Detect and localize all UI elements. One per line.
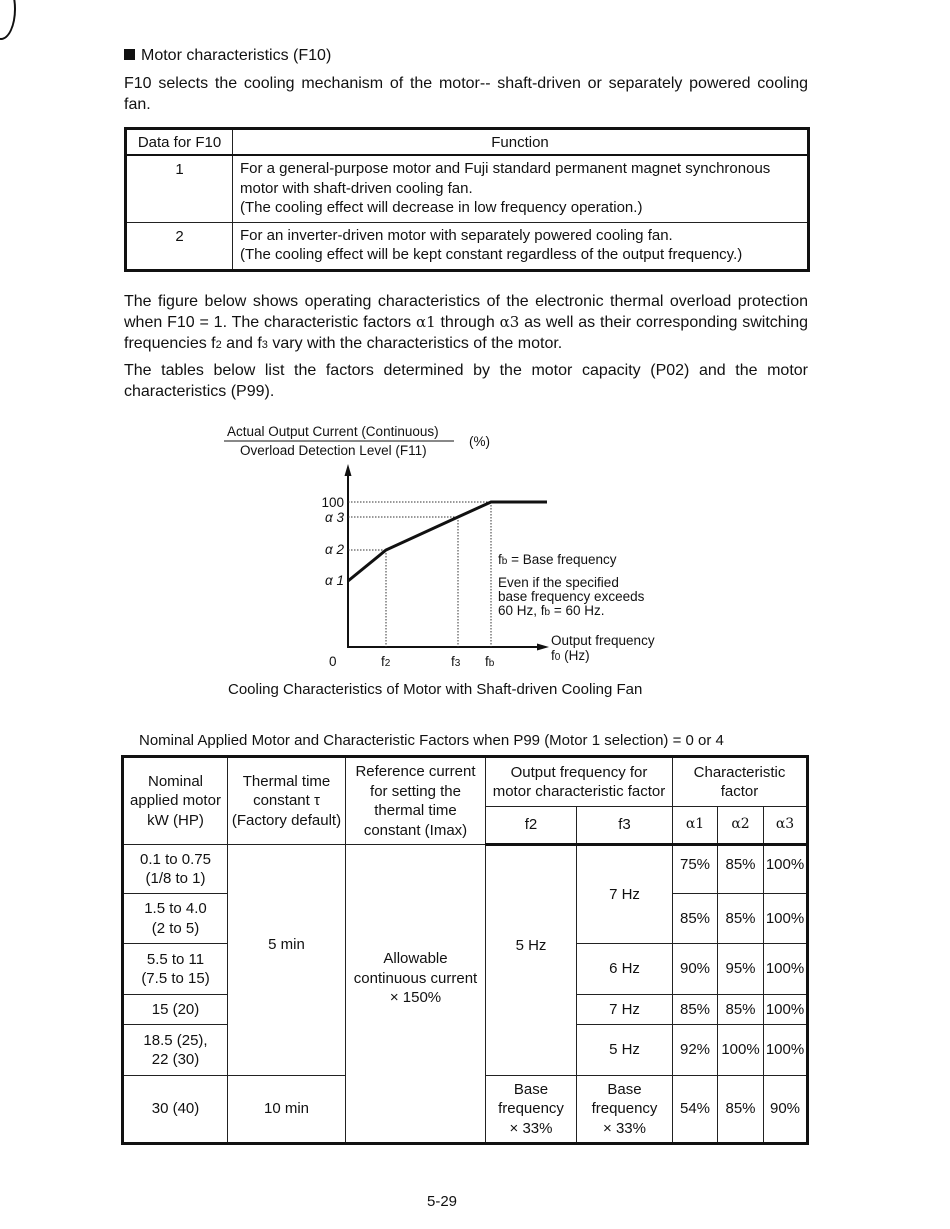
note-line: base frequency exceeds bbox=[498, 589, 645, 604]
motor-capacity: 30 (40) bbox=[123, 1076, 228, 1144]
xtick-origin: 0 bbox=[329, 654, 337, 669]
f3-value: Base frequency × 33% bbox=[577, 1076, 673, 1144]
f3-value: 5 Hz bbox=[577, 1025, 673, 1076]
alpha1-value: 85% bbox=[673, 894, 718, 944]
header-f2: f2 bbox=[486, 807, 577, 845]
xtick-f3: f3 bbox=[451, 654, 461, 669]
alpha1-value: 90% bbox=[673, 944, 718, 995]
note-line: 60 Hz, fb = 60 Hz. bbox=[498, 603, 605, 618]
f2-value: 5 Hz bbox=[486, 845, 577, 1076]
alpha1-value: 85% bbox=[673, 995, 718, 1025]
f10-value: 2 bbox=[126, 222, 233, 270]
alpha3-symbol: α3 bbox=[499, 313, 520, 331]
ytick-alpha1: α 1 bbox=[325, 573, 344, 588]
header-function: Function bbox=[233, 129, 809, 156]
alpha3-value: 100% bbox=[764, 894, 808, 944]
tables-description-paragraph: The tables below list the factors determined by the motor capacity (P02) and the motor characteristics (P99). bbox=[124, 362, 808, 400]
f10-value: 1 bbox=[126, 155, 233, 222]
function-description bbox=[233, 155, 809, 222]
ylabel-unit: (%) bbox=[469, 434, 490, 449]
characteristic-factors-table bbox=[121, 755, 809, 1145]
motor-capacity: 1.5 to 4.0 (2 to 5) bbox=[123, 894, 228, 944]
description-line: For an inverter-driven motor with separately powered cooling fan. bbox=[240, 226, 673, 244]
header-alpha3: α3 bbox=[764, 807, 808, 845]
alpha3-value: 100% bbox=[764, 845, 808, 894]
note-base-frequency: fb = Base frequency bbox=[498, 552, 617, 567]
header-alpha1: α1 bbox=[673, 807, 718, 845]
table-header-row bbox=[123, 757, 808, 807]
intro-paragraph: F10 selects the cooling mechanism of the motor-- shaft-driven or separately powered cooling fan. bbox=[124, 75, 808, 113]
xlabel-line1: Output frequency bbox=[551, 633, 655, 648]
header-nominal-motor: Nominal applied motor kW (HP) bbox=[123, 757, 228, 845]
function-description bbox=[233, 222, 809, 270]
ytick-alpha3: α 3 bbox=[325, 510, 344, 525]
y-axis-arrow-icon bbox=[345, 464, 352, 476]
description-line: For a general-purpose motor and Fuji standard permanent magnet synchronous bbox=[240, 160, 771, 177]
alpha3-value: 90% bbox=[764, 1076, 808, 1144]
xtick-f2: f2 bbox=[381, 654, 391, 669]
table-row bbox=[126, 222, 809, 270]
ytick-alpha2: α 2 bbox=[325, 542, 344, 557]
xlabel-line2: f0 (Hz) bbox=[551, 648, 590, 663]
black-square-bullet-icon bbox=[124, 49, 135, 60]
header-alpha2: α2 bbox=[718, 807, 764, 845]
subscript: 3 bbox=[261, 339, 268, 351]
characteristic-line bbox=[348, 502, 547, 581]
alpha2-value: 100% bbox=[718, 1025, 764, 1076]
text-run: through bbox=[435, 314, 500, 331]
alpha1-value: 92% bbox=[673, 1025, 718, 1076]
thermal-time-constant: 10 min bbox=[228, 1076, 346, 1144]
header-f3: f3 bbox=[577, 807, 673, 845]
header-output-frequency: Output frequency for motor characteristic factor bbox=[486, 757, 673, 807]
text-run: vary with the characteristics of the motor. bbox=[267, 335, 563, 352]
figure-description-paragraph bbox=[124, 291, 808, 356]
motor-capacity: 18.5 (25), 22 (30) bbox=[123, 1025, 228, 1076]
header-data-for-f10: Data for F10 bbox=[126, 129, 233, 156]
description-line: motor with shaft-driven cooling fan. bbox=[240, 179, 473, 197]
f3-value: 7 Hz bbox=[577, 845, 673, 944]
alpha2-value: 85% bbox=[718, 894, 764, 944]
f10-function-table bbox=[124, 127, 810, 272]
alpha2-value: 85% bbox=[718, 995, 764, 1025]
ylabel-denominator: Overload Detection Level (F11) bbox=[240, 443, 427, 458]
figure-caption: Cooling Characteristics of Motor with Shaft-driven Cooling Fan bbox=[228, 681, 643, 698]
page-number: 5-29 bbox=[427, 1193, 458, 1210]
motor-capacity: 0.1 to 0.75 (1/8 to 1) bbox=[123, 845, 228, 894]
header-thermal-time-constant: Thermal time constant τ (Factory default) bbox=[228, 757, 346, 845]
subscript: 2 bbox=[215, 339, 222, 351]
alpha2-value: 85% bbox=[718, 845, 764, 894]
thermal-time-constant: 5 min bbox=[228, 845, 346, 1076]
table-row bbox=[126, 155, 809, 222]
factors-table-caption: Nominal Applied Motor and Characteristic Factors when P99 (Motor 1 selection) = 0 or 4 bbox=[139, 732, 724, 749]
x-axis-arrow-icon bbox=[537, 644, 549, 651]
f3-value: 7 Hz bbox=[577, 995, 673, 1025]
alpha1-symbol: α1 bbox=[415, 313, 436, 331]
description-line: (The cooling effect will be kept constant regardless of the output frequency.) bbox=[240, 246, 743, 263]
ylabel-numerator: Actual Output Current (Continuous) bbox=[227, 424, 439, 439]
xtick-fb: fb bbox=[485, 654, 495, 669]
table-row bbox=[123, 845, 808, 894]
alpha2-value: 95% bbox=[718, 944, 764, 995]
f3-value: 6 Hz bbox=[577, 944, 673, 995]
text-run: The figure below shows operating characteristics of the electronic thermal overload protection when F10 = 1. The characteristic factors bbox=[124, 293, 808, 331]
alpha3-value: 100% bbox=[764, 995, 808, 1025]
alpha3-value: 100% bbox=[764, 944, 808, 995]
alpha1-value: 54% bbox=[673, 1076, 718, 1144]
header-reference-current: Reference current for setting the thermal time constant (Imax) bbox=[346, 757, 486, 845]
cooling-characteristics-chart bbox=[200, 415, 700, 705]
section-heading bbox=[124, 47, 331, 65]
text-run: as well as their corresponding switching frequencies f bbox=[124, 314, 809, 352]
table-header-row bbox=[126, 129, 809, 156]
note-line: Even if the specified bbox=[498, 575, 619, 590]
header-characteristic-factor: Characteristic factor bbox=[673, 757, 808, 807]
f2-value: Base frequency × 33% bbox=[486, 1076, 577, 1144]
motor-capacity: 15 (20) bbox=[123, 995, 228, 1025]
motor-capacity: 5.5 to 11 (7.5 to 15) bbox=[123, 944, 228, 995]
description-line: (The cooling effect will decrease in low frequency operation.) bbox=[240, 199, 643, 216]
page-edge-mark bbox=[0, 0, 16, 40]
alpha2-value: 85% bbox=[718, 1076, 764, 1144]
section-heading-text: Motor characteristics (F10) bbox=[141, 47, 332, 64]
alpha1-value: 75% bbox=[673, 845, 718, 894]
alpha3-value: 100% bbox=[764, 1025, 808, 1076]
text-run: and f bbox=[221, 335, 262, 352]
reference-current: Allowable continuous current × 150% bbox=[346, 845, 486, 1144]
ytick-100: 100 bbox=[321, 495, 344, 510]
